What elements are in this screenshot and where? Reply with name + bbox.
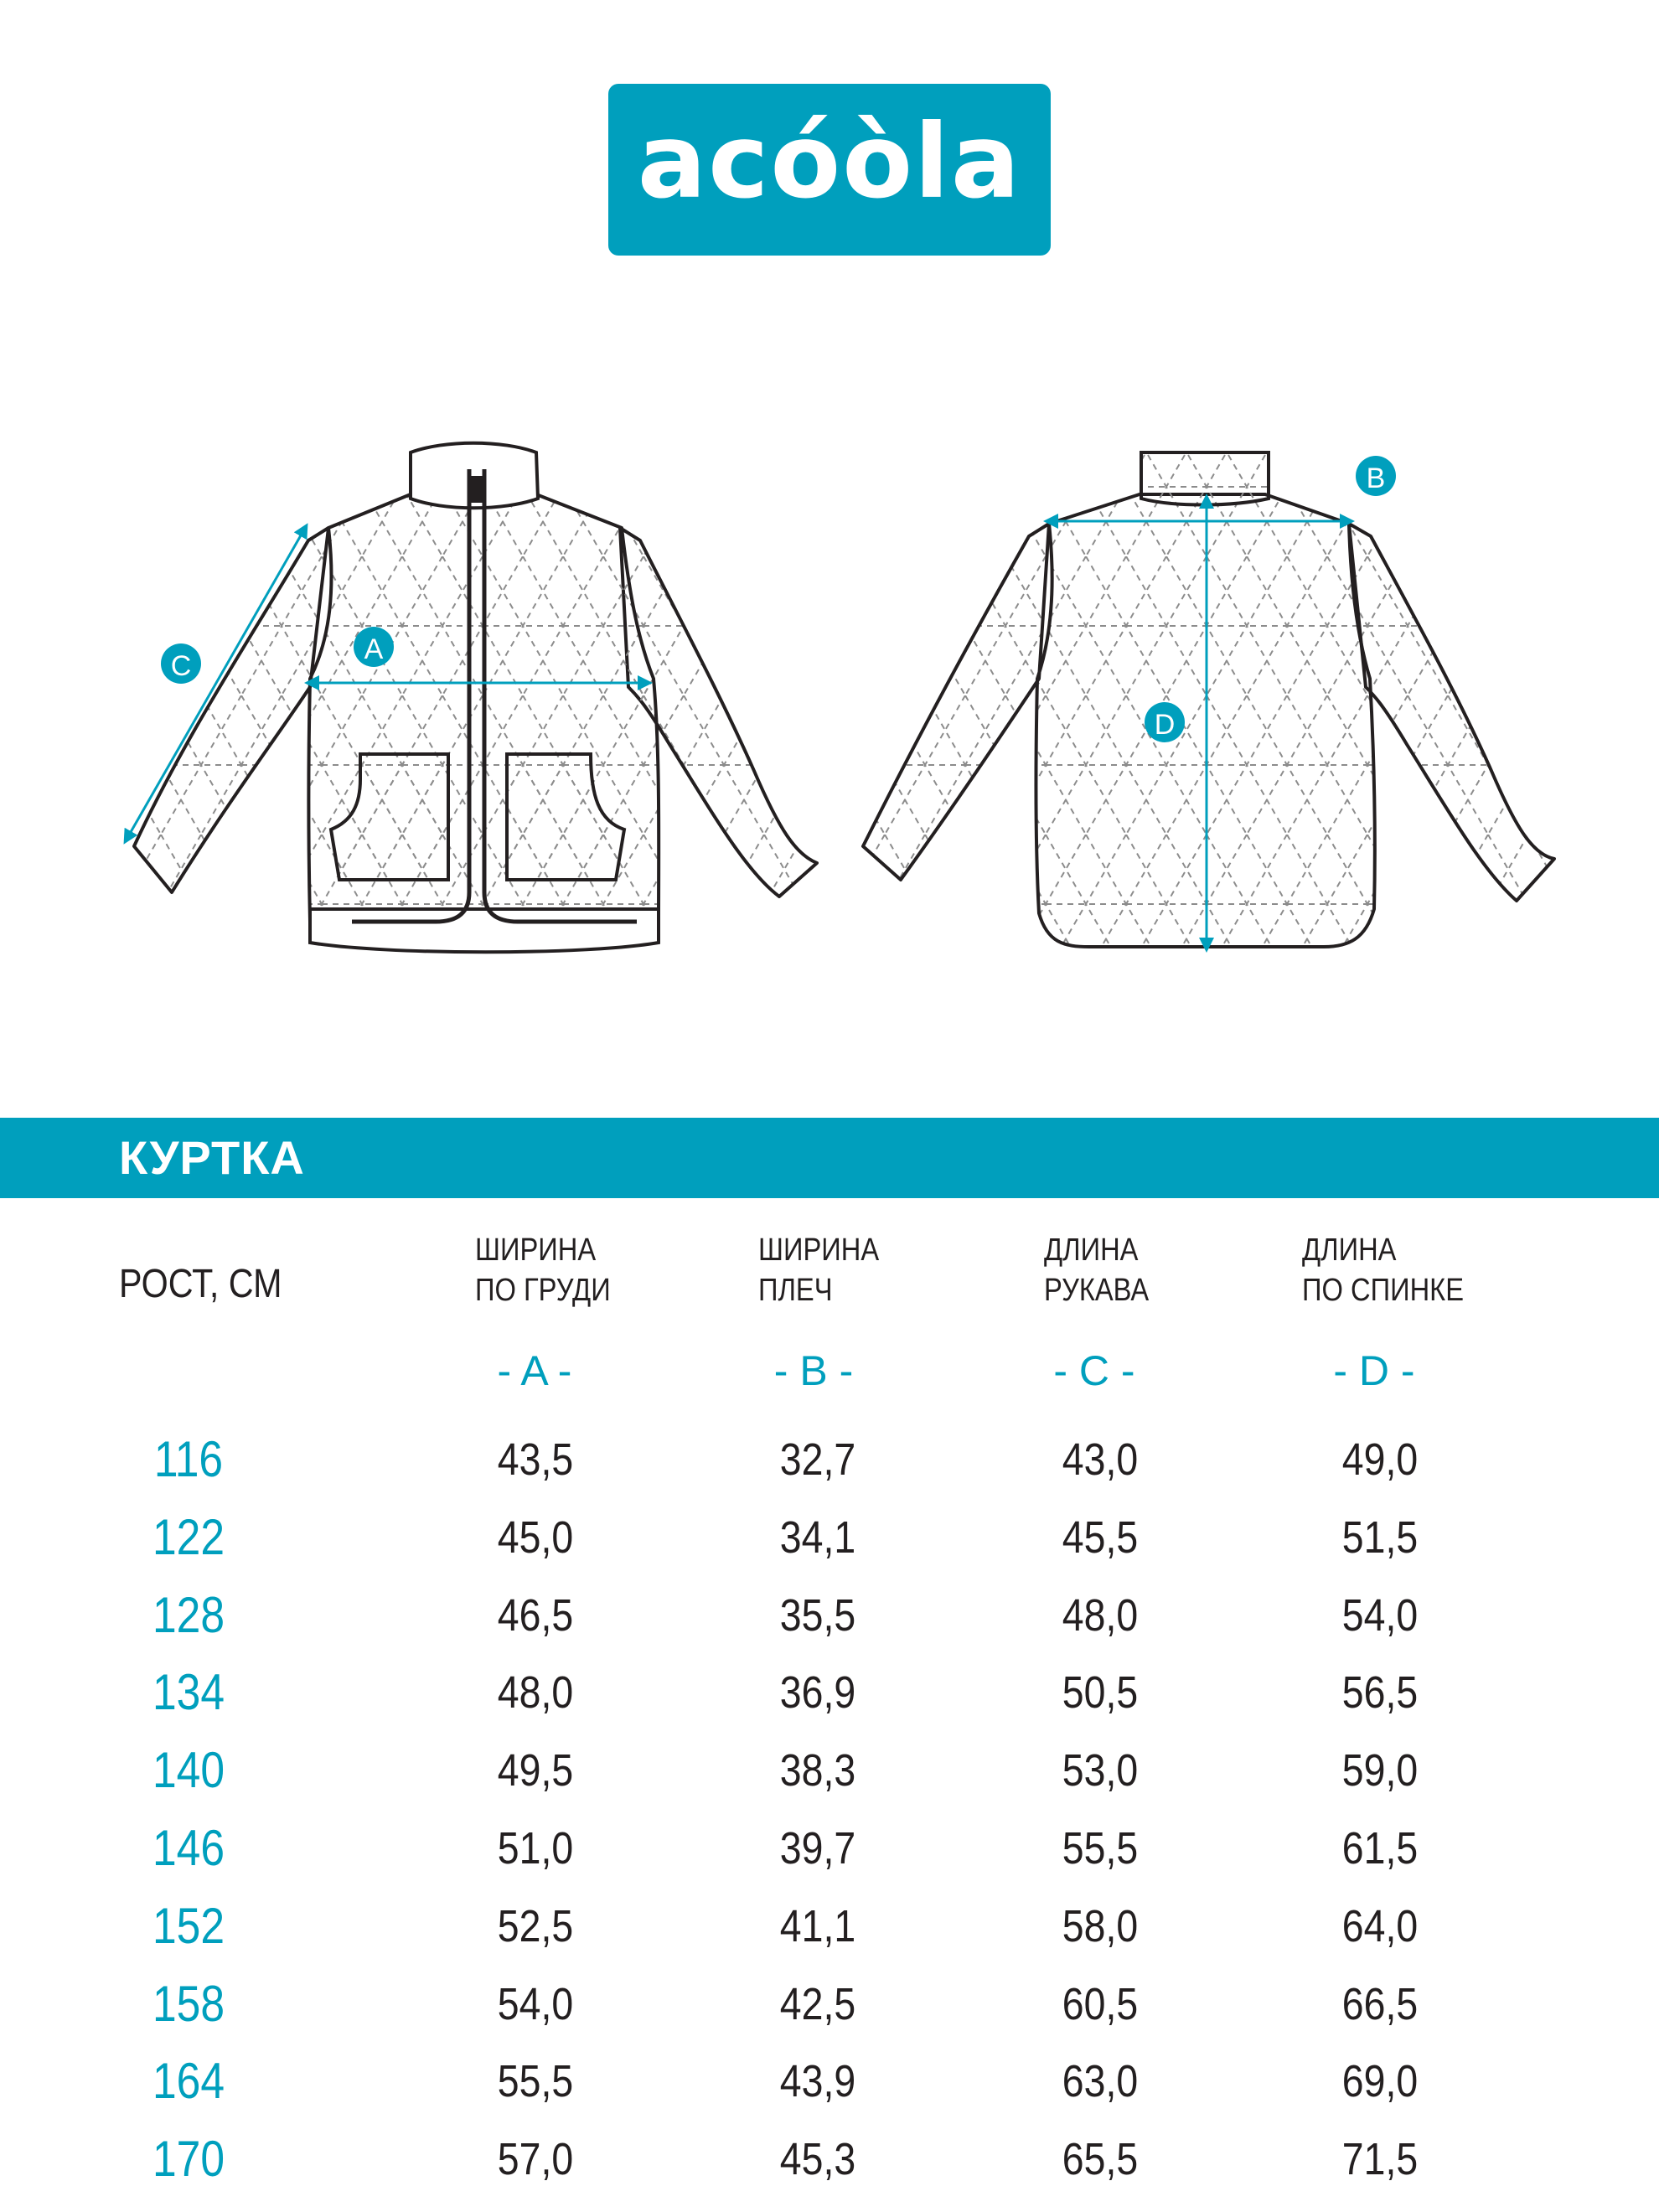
- marker-d: [1145, 702, 1185, 742]
- marker-a: [354, 627, 394, 667]
- measurement-cell: 41,1: [779, 1900, 856, 1951]
- measurement-cell: 35,5: [779, 1589, 856, 1641]
- table-row: [0, 1663, 1659, 1740]
- front-left-sleeve: [134, 528, 328, 892]
- measurement-cell: 34,1: [779, 1512, 856, 1563]
- size-cell: 158: [152, 1975, 225, 2032]
- measurement-cell: 64,0: [1341, 1900, 1419, 1951]
- measurement-cell: 43,9: [779, 2056, 856, 2107]
- measurement-cell: 55,5: [1062, 1823, 1139, 1873]
- table-row: [0, 1508, 1659, 1585]
- marker-c: [161, 643, 201, 684]
- col-a-header-line1: ШИРИНА: [475, 1233, 597, 1268]
- svg-text:B: B: [1366, 463, 1386, 494]
- col-d-letter: - D -: [1333, 1347, 1415, 1394]
- table-row: [0, 1741, 1659, 1818]
- brand-logo-text: acóòla: [637, 102, 1022, 221]
- measurement-cell: 43,5: [497, 1434, 574, 1485]
- col-c-header-line2: РУКАВА: [1044, 1273, 1150, 1308]
- col-b-letter: - B -: [773, 1347, 854, 1394]
- size-cell: 122: [152, 1508, 225, 1565]
- measurement-cell: 51,5: [1341, 1512, 1419, 1563]
- size-cell: 140: [152, 1742, 225, 1799]
- measurement-cell: 45,0: [497, 1512, 574, 1563]
- table-row: [0, 1586, 1659, 1663]
- jacket-measurement-diagram: [0, 419, 1659, 1022]
- svg-text:C: C: [170, 650, 192, 682]
- measurement-cell: 54,0: [1341, 1589, 1419, 1641]
- size-cell: 116: [153, 1431, 224, 1487]
- col-c-header-line1: ДЛИНА: [1044, 1233, 1139, 1268]
- product-title: КУРТКА: [119, 1131, 305, 1184]
- measurement-cell: 45,3: [779, 2134, 856, 2185]
- measurement-cell: 55,5: [497, 2056, 574, 2107]
- front-hem-band: [310, 909, 659, 952]
- table-row: [0, 2130, 1659, 2207]
- size-column-header: РОСТ, СМ: [119, 1262, 282, 1306]
- measurement-cell: 71,5: [1341, 2134, 1419, 2185]
- size-cell: 170: [152, 2131, 225, 2188]
- size-cell: 134: [152, 1664, 225, 1721]
- measurement-cell: 58,0: [1062, 1900, 1139, 1951]
- back-right-sleeve: [1349, 524, 1554, 901]
- col-a-header-line2: ПО ГРУДИ: [475, 1273, 611, 1308]
- back-collar: [1141, 452, 1269, 505]
- measurement-cell: 46,5: [497, 1589, 574, 1641]
- measurement-cell: 48,0: [1062, 1589, 1139, 1641]
- measurement-cell: 61,5: [1341, 1823, 1419, 1873]
- col-d-header-line2: ПО СПИНКЕ: [1302, 1273, 1465, 1308]
- measurement-cell: 60,5: [1062, 1978, 1139, 2029]
- product-banner: [0, 1118, 1659, 1198]
- measurement-cell: 69,0: [1341, 2056, 1419, 2107]
- col-d-header-line1: ДЛИНА: [1302, 1233, 1397, 1268]
- measurement-cell: 45,5: [1062, 1512, 1139, 1563]
- measurement-cell: 51,0: [497, 1823, 574, 1873]
- size-cell: 152: [152, 1897, 225, 1954]
- measurement-cell: 36,9: [779, 1667, 856, 1718]
- svg-text:D: D: [1154, 709, 1176, 741]
- measurement-cell: 39,7: [779, 1823, 856, 1873]
- zipper-pull: [468, 476, 486, 503]
- back-left-sleeve: [863, 524, 1049, 880]
- measurement-cell: 52,5: [497, 1900, 574, 1951]
- measurement-cell: 59,0: [1341, 1745, 1419, 1796]
- measurement-cell: 54,0: [497, 1978, 574, 2029]
- table-row: [0, 1975, 1659, 2052]
- measurement-cell: 38,3: [779, 1745, 856, 1796]
- col-b-header-line2: ПЛЕЧ: [758, 1273, 833, 1308]
- svg-text:A: A: [364, 633, 384, 665]
- size-cell: 128: [152, 1586, 225, 1643]
- size-cell: 146: [152, 1820, 225, 1876]
- measurement-cell: 56,5: [1341, 1667, 1419, 1718]
- col-a-letter: - A -: [497, 1347, 572, 1394]
- table-row: [0, 2052, 1659, 2129]
- measurement-cell: 42,5: [779, 1978, 856, 2029]
- brand-logo: [608, 84, 1051, 256]
- size-cell: 164: [152, 2053, 225, 2110]
- jacket-back-view: [863, 452, 1554, 947]
- measurement-cell: 65,5: [1062, 2134, 1139, 2185]
- jacket-front-view: [127, 443, 817, 953]
- measurement-cell: 48,0: [497, 1667, 574, 1718]
- measurement-cell: 50,5: [1062, 1667, 1139, 1718]
- measurement-cell: 53,0: [1062, 1745, 1139, 1796]
- table-row: [0, 1897, 1659, 1974]
- col-b-header-line1: ШИРИНА: [758, 1233, 880, 1268]
- measurement-cell: 57,0: [497, 2134, 574, 2185]
- table-row: [0, 1430, 1659, 1507]
- measurement-cell: 43,0: [1062, 1434, 1139, 1485]
- measurement-cell: 66,5: [1341, 1978, 1419, 2029]
- measurement-cell: 63,0: [1062, 2056, 1139, 2107]
- measurement-cell: 49,0: [1341, 1434, 1419, 1485]
- col-c-letter: - C -: [1053, 1347, 1135, 1394]
- table-row: [0, 1819, 1659, 1896]
- measurement-cell: 49,5: [497, 1745, 574, 1796]
- measurement-cell: 32,7: [779, 1434, 856, 1485]
- marker-b: [1356, 456, 1396, 496]
